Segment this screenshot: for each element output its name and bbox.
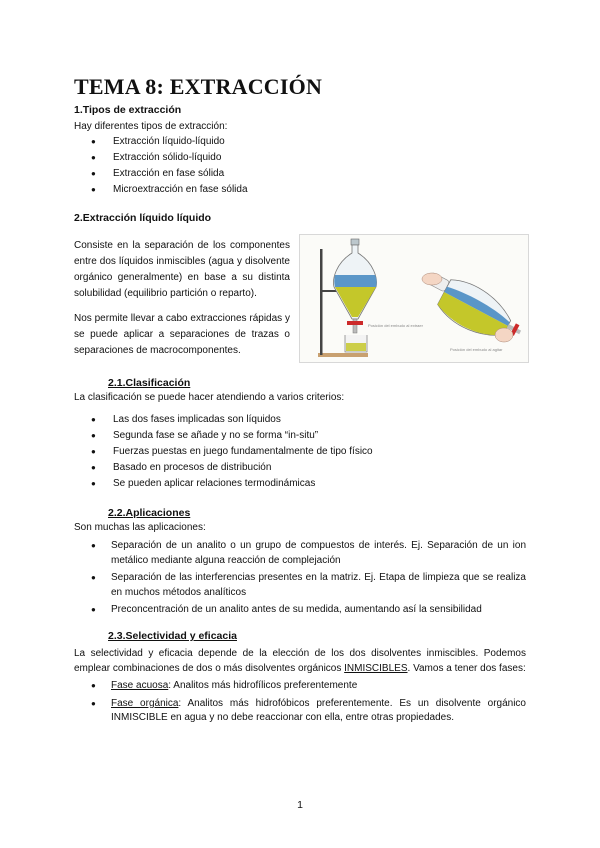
list-item: ● Extracción líquido-líquido bbox=[91, 134, 248, 150]
list-item: ● Microextracción en fase sólida bbox=[91, 182, 248, 198]
aqueous-phase bbox=[335, 287, 376, 317]
emphasis-inmiscibles: INMISCIBLES bbox=[344, 663, 408, 674]
list-item: ● Separación de un analito o un grupo de compuestos de interés. Ej. Separación de un ion metálico mediante alguna reacción de complejación bbox=[91, 539, 526, 568]
applications-list bbox=[91, 539, 526, 621]
list-item bbox=[91, 697, 526, 726]
list-item: ● Extracción en fase sólida bbox=[91, 166, 248, 182]
list-item: ● Preconcentración de un analito antes de su medida, aumentando así la sensibilidad bbox=[91, 603, 526, 618]
caption-left: Posición del embudo al extraer bbox=[368, 323, 423, 328]
funnel-stopper bbox=[351, 239, 359, 245]
section-2-paragraph-1: Consiste en la separación de los componentes entre dos líquidos inmiscibles (agua y disolvente orgánico generalmente) en base a su distinta solubilidad (equilibrio partición o reparto). bbox=[74, 240, 290, 299]
list-item: ● Se pueden aplicar relaciones termodinámicas bbox=[91, 476, 373, 492]
organic-phase bbox=[334, 275, 376, 287]
list-item: ● Separación de las interferencias presentes en la matriz. Ej. Etapa de limpieza que se realiza en muchos métodos analíticos bbox=[91, 571, 526, 600]
list-item: ● Basado en procesos de distribución bbox=[91, 460, 373, 476]
hand-right bbox=[495, 328, 513, 342]
list-item: ● Fuerzas puestas en juego fundamentalmente de tipo físico bbox=[91, 444, 373, 460]
classification-list bbox=[91, 412, 373, 492]
beaker-liquid bbox=[346, 343, 366, 351]
phase-term: Fase orgánica bbox=[111, 697, 179, 709]
page-title: TEMA 8: EXTRACCIÓN bbox=[74, 74, 323, 99]
separatory-funnel-figure bbox=[299, 234, 529, 363]
phase-description: : Analitos más hidrofílicos preferentemente bbox=[168, 680, 358, 691]
stopcock bbox=[347, 321, 363, 325]
section-2-2-intro: Son muchas las aplicaciones: bbox=[74, 522, 206, 533]
phase-term: Fase acuosa bbox=[111, 680, 169, 691]
paragraph-text: La selectividad y eficacia depende de la elección de los dos disolventes inmiscibles. Podemos emplear combinaciones de dos o más disolventes orgánicos bbox=[74, 648, 526, 674]
phases-list bbox=[91, 679, 526, 729]
caption-right: Posición del embudo al agitar bbox=[450, 347, 503, 352]
section-1-heading: 1.Tipos de extracción bbox=[74, 104, 182, 116]
list-item bbox=[91, 679, 526, 694]
section-2-heading: 2.Extracción líquido líquido bbox=[74, 212, 212, 224]
section-2-3-heading: 2.3.Selectividad y eficacia bbox=[108, 630, 237, 642]
paragraph-text: . Vamos a tener dos fases: bbox=[407, 663, 526, 674]
hand-left bbox=[422, 273, 442, 285]
section-1-intro: Hay diferentes tipos de extracción: bbox=[74, 121, 228, 132]
list-item: ● Segunda fase se añade y no se forma “in-situ” bbox=[91, 428, 373, 444]
page-number: 1 bbox=[297, 799, 303, 811]
extraction-types-list bbox=[91, 134, 248, 198]
separatory-funnel-illustration bbox=[300, 235, 528, 362]
stand-base bbox=[318, 353, 368, 357]
section-2-1-heading: 2.1.Clasificación bbox=[108, 377, 191, 389]
stand-rod bbox=[320, 249, 323, 355]
section-2-2-heading: 2.2.Aplicaciones bbox=[108, 507, 191, 519]
list-item: ● Extracción sólido-líquido bbox=[91, 150, 248, 166]
section-2-3-paragraph bbox=[74, 646, 526, 676]
section-2-1-intro: La clasificación se puede hacer atendiendo a varios criterios: bbox=[74, 392, 345, 403]
phase-description: : Analitos más hidrofóbicos preferentemente. Es un disolvente orgánico INMISCIBLE en agua y no debe reaccionar con ella, entre otras propiedades. bbox=[111, 697, 526, 723]
section-2-paragraph-2: Nos permite llevar a cabo extracciones rápidas y se puede aplicar a separaciones de trazas o separaciones de macrocomponentes. bbox=[74, 313, 290, 356]
list-item: ● Las dos fases implicadas son líquidos bbox=[91, 412, 373, 428]
